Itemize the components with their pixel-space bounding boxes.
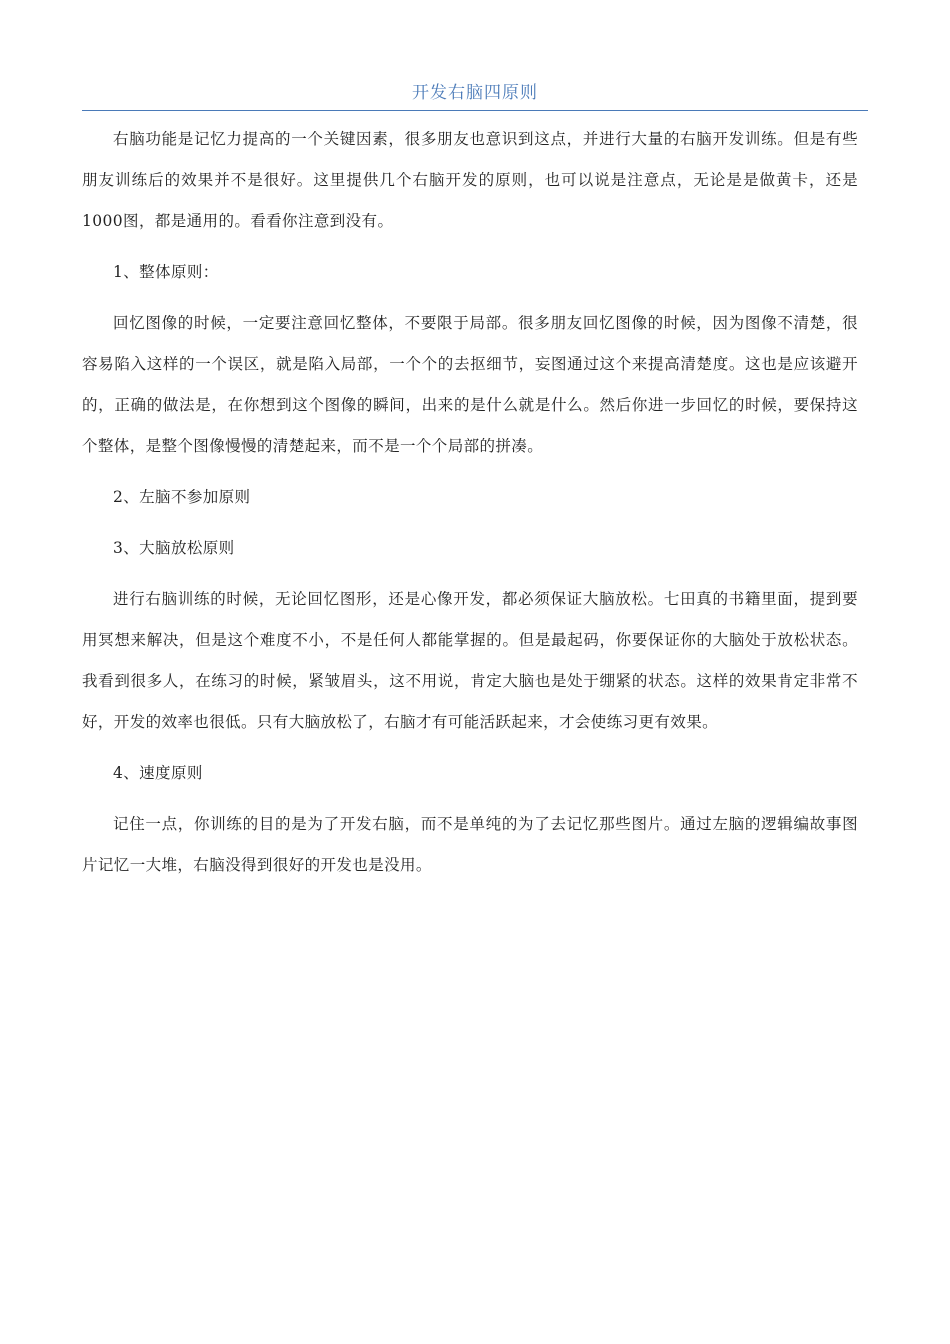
section-3-heading: 3、大脑放松原则 xyxy=(113,539,235,557)
intro-paragraph: 右脑功能是记忆力提高的一个关键因素，很多朋友也意识到这点，并进行大量的右脑开发训练。但是有些朋友训练后的效果并不是很好。这里提供几个右脑开发的原则，也可以说是注意点，无论是是做黄卡，还是1000图，都是通用的。看看你注意到没有。 xyxy=(82,130,858,230)
page-header xyxy=(82,80,868,111)
section-4-heading: 4、速度原则 xyxy=(113,764,203,782)
page-title: 开发右脑四原则 xyxy=(412,83,538,103)
section-2-heading: 2、左脑不参加原则 xyxy=(113,488,251,506)
section-1-heading: 1、整体原则： xyxy=(113,263,219,281)
section-4-paragraph: 记住一点，你训练的目的是为了开发右脑，而不是单纯的为了去记忆那些图片。通过左脑的逻辑编故事图片记忆一大堆，右脑没得到很好的开发也是没用。 xyxy=(82,815,858,874)
section-1-paragraph: 回忆图像的时候，一定要注意回忆整体，不要限于局部。很多朋友回忆图像的时候，因为图像不清楚，很容易陷入这样的一个误区，就是陷入局部，一个个的去抠细节，妄图通过这个来提高清楚度。这也是应该避开的，正确的做法是，在你想到这个图像的瞬间，出来的是什么就是什么。然后你进一步回忆的时候，要保持这个整体，是整个图像慢慢的清楚起来，而不是一个个局部的拼凑。 xyxy=(82,314,858,455)
article-body xyxy=(82,119,858,896)
section-3-paragraph: 进行右脑训练的时候，无论回忆图形，还是心像开发，都必须保证大脑放松。七田真的书籍里面，提到要用冥想来解决，但是这个难度不小，不是任何人都能掌握的。但是最起码，你要保证你的大脑处于放松状态。我看到很多人，在练习的时候，紧皱眉头，这不用说，肯定大脑也是处于绷紧的状态。这样的效果肯定非常不好，开发的效率也很低。只有大脑放松了，右脑才有可能活跃起来，才会使练习更有效果。 xyxy=(82,590,858,731)
